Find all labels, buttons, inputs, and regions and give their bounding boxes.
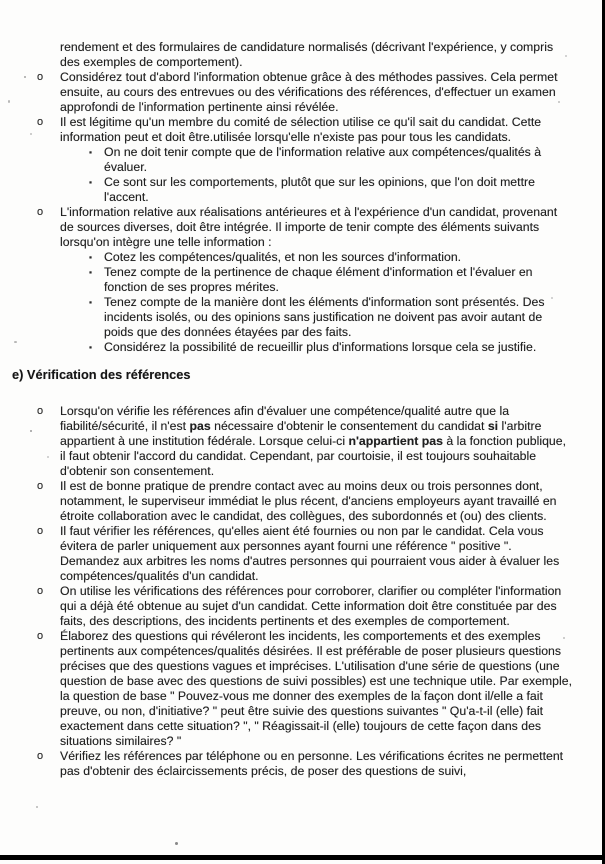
section-heading: e) Vérification des références (12, 367, 191, 382)
bullet-text (60, 404, 574, 479)
sub-bullet-text: Ce sont sur les comportements, plutôt que sur les opinions, que l'on doit mettre l'accent. (104, 175, 535, 204)
circle-bullet-icon: o (37, 405, 44, 417)
document-body (12, 40, 574, 779)
scan-speck (30, 133, 32, 135)
bullet-text: Élaborez des questions qui révéleront les incidents, les comportements et des exemples pertinents aux compétences/qualités désirées. Il est préférable de poser plusieurs questions précises que des questions vagues et imprécises. L'utilisation d'une série de questions (une question de base avec des questions de suivi possibles) est une technique utile. Par exemple, la question de base " Pouvez-vous me donner des exemples de la façon dont il/elle a fait preuve, ou non, d'initiative? " peut être suivie des questions suivantes " Qu'a-t-il (elle) fait exactement dans cette situation? ", " Réagissait-il (elle) toujours de cette façon dans des situations similaires? " (60, 629, 573, 748)
bullet-item (37, 70, 574, 115)
bold-text-segment: pas (189, 419, 211, 433)
scan-speck (8, 100, 10, 103)
scan-speck (175, 842, 178, 845)
bullet-text: Considérez tout d'abord l'information obtenue grâce à des méthodes passives. Cela permet ensuite, au cours des entrevues ou des vérifications des références, d'effectuer un examen approfondi de l'information pertinente ainsi révélée. (60, 70, 558, 114)
bullet-item (37, 479, 574, 524)
text-segment: Lorsqu'on vérifie les références afin d'évaluer une compétence/qualité autre que la fiabilité/sécurité, il n'est (60, 404, 510, 433)
bullet-text: On utilise les vérifications des références pour corroborer, clarifier ou compléter l'information qui a déjà été obtenue au sujet d'un candidat. Cette information doit être constituée par des faits, des descriptions, des incidents pertinents et des exemples de comportement. (60, 584, 562, 628)
circle-bullet-icon: o (37, 71, 44, 83)
text-segment: l'arbitre appartient à une institution fédérale. Lorsque celui-ci (60, 419, 542, 448)
scan-speck (551, 297, 553, 299)
bullet-item (37, 404, 574, 479)
bullet-item (37, 205, 574, 355)
scan-speck (558, 101, 560, 103)
sub-bullet-text: Cotez les compétences/qualités, et non les sources d'information. (104, 250, 462, 264)
circle-bullet-icon: o (37, 630, 44, 642)
bullet-text: L'information relative aux réalisations antérieures et à l'expérience d'un candidat, provenant de sources diverses, doit être intégrée. Il importe de tenir compte des éléments suivants lorsqu'on intègre une telle information : (60, 205, 558, 249)
square-bullet-icon: ▪ (89, 252, 93, 262)
bold-text-segment: n'appartient pas (348, 434, 443, 448)
scan-speck (565, 55, 567, 57)
square-bullet-icon: ▪ (89, 177, 93, 187)
bullet-item (37, 584, 574, 629)
sub-bullet-text: Considérez la possibilité de recueillir plus d'informations lorsque cela se justifie. (104, 340, 537, 354)
scan-edge-bottom (0, 855, 605, 860)
sub-bullet-item (89, 295, 574, 340)
bold-text-segment: si (487, 419, 499, 433)
sub-bullet-item (89, 145, 574, 175)
bullet-text: Vérifiez les références par téléphone ou en personne. Les vérifications écrites ne permettent pas d'obtenir des éclaircissements précis, de poser des questions de suivi, (60, 749, 564, 778)
circle-bullet-icon: o (37, 480, 44, 492)
bullet-item (37, 749, 574, 779)
sub-bullet-text: On ne doit tenir compte que de l'information relative aux compétences/qualités à évaluer. (104, 145, 542, 174)
circle-bullet-icon: o (37, 750, 44, 762)
circle-bullet-icon: o (37, 525, 44, 537)
sub-bullet-item (89, 265, 574, 295)
sub-bullet-item (89, 250, 574, 265)
circle-bullet-icon: o (37, 116, 44, 128)
bullet-item (37, 115, 574, 205)
bullet-text: Il est légitime qu'un membre du comité de sélection utilise ce qu'il sait du candidat. Cette information peut et doit être.utilisée lorsqu'elle n'existe pas pour tous les candidats. (60, 115, 542, 144)
bullet-text: Il faut vérifier les références, qu'elles aient été fournies ou non par le candidat. Cela vous évitera de parler uniquement aux personnes ayant fourni une référence " positive ". Demandez aux arbitres les noms d'autres personnes qui pourraient vous aider à évaluer les compétences/qualités d'un candidat. (60, 524, 560, 583)
continued-paragraph: rendement et des formulaires de candidature normalisés (décrivant l'expérience, y compris des exemples de comportement). (60, 40, 554, 69)
scan-speck (420, 690, 422, 692)
bullet-item (37, 629, 574, 749)
sub-bullet-item (89, 340, 574, 355)
square-bullet-icon: ▪ (89, 267, 93, 277)
sub-bullet-text: Tenez compte de la pertinence de chaque élément d'information et l'évaluer en fonction de ses propres mérites. (104, 265, 533, 294)
circle-bullet-icon: o (37, 206, 44, 218)
scan-speck (548, 756, 550, 758)
scan-speck (563, 637, 565, 639)
bullet-text: Il est de bonne pratique de prendre contact avec au moins deux ou trois personnes dont, notamment, le superviseur immédiat le plus récent, d'anciens employeurs ayant travaillé en étroite collaboration avec le candidat, des collègues, des subordonnés et (ou) des clients. (60, 479, 557, 523)
text-segment: nécessaire d'obtenir le consentement du candidat (210, 419, 488, 433)
circle-bullet-icon: o (37, 585, 44, 597)
scan-speck (24, 76, 26, 78)
square-bullet-icon: ▪ (89, 147, 93, 157)
scan-speck (47, 456, 49, 458)
sub-bullet-text: Tenez compte de la manière dont les éléments d'information sont présentés. Des incidents isolés, ou des opinions sans justification ne doivent pas avoir autant de poids que des données étayées par des faits. (104, 295, 545, 339)
square-bullet-icon: ▪ (89, 342, 93, 352)
scan-speck (30, 430, 32, 432)
sub-bullet-item (89, 175, 574, 205)
bullet-item (37, 524, 574, 584)
scan-speck (36, 806, 38, 808)
square-bullet-icon: ▪ (89, 297, 93, 307)
scan-speck (14, 341, 17, 343)
text-segment: à la fonction publique, il faut obtenir l'accord du candidat. Cependant, par courtoisie, il est toujours souhaitable d'obtenir son consentement. (60, 434, 567, 478)
